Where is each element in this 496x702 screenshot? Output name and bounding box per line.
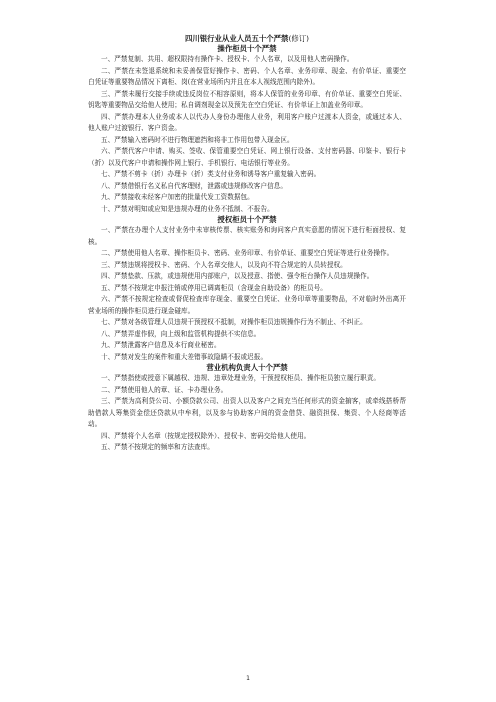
rule-item: 一、严禁指使或授意下属越权、违规、违章处理业务，干预授权柜员、操作柜员独立履行职责。 [101, 374, 381, 382]
rule-item: 二、严禁使用他人的章、证、卡办理业务。 [101, 385, 228, 394]
rule-item: 五、严禁不按规定申报注销或停用已调离柜员（含现金自助设备）的柜员号。 [101, 283, 327, 292]
rule-item: 一、严禁在办理个人支付业务中未审核传票、核实账务和询问客户真实意愿的情况下进行柜面授权、复核。 [88, 226, 406, 246]
rule-item: 五、严禁输入密码时不进行物理遮挡和将非工作用包带入现金区。 [101, 135, 294, 144]
rule-item: 四、严禁将个人名章（按规定授权除外）、授权卡、密码交给他人使用。 [101, 431, 311, 440]
rule-item: 二、严禁在未签退系统和未妥善保管好操作卡、密码、个人名章、业务印章、现金、有价单证、重要空白凭证等重要物品情况下离柜、岗(在营业场所内并且在本人视线范围内除外)。 [88, 66, 406, 86]
rule-item: 十、严禁对发生的案件和重大差错事故隐瞒不报或迟报。 [101, 352, 268, 361]
rule-item: 六、严禁不按规定检查或督促检查库存现金、重要空白凭证、业务印章等重要物品，不对临时外出离开营业场所的操作柜员进行现金碰库。 [88, 295, 406, 315]
sections-container [88, 44, 406, 454]
rule-item: 一、严禁复制、共用、超权限持有操作卡、授权卡、个人名章，以及用他人密码操作。 [101, 55, 354, 63]
rule-item: 二、严禁使用他人名章、操作柜员卡、密码、业务印章、有价单证、重要空白凭证等进行业务操作。 [101, 249, 394, 257]
rule-item: 五、严禁不按规定的频率和方法查库。 [101, 443, 214, 451]
section-heading: 营业机构负责人十个严禁 [206, 363, 288, 372]
rule-item: 十、严禁对明知或应知是违规办理的业务不抵制、不报告。 [101, 204, 274, 213]
rule-item: 四、严禁垫款、压款，或违规使用内部账户，以及授意、指使、强令柜台操作人员违规操作。 [101, 272, 374, 280]
rule-item: 四、严禁办理本人业务或本人以代办人身份办理他人业务，利用客户账户过渡本人资金，或通过本人、他人账户过渡银行、客户资金。 [88, 112, 406, 132]
title-suffix: (修订) [288, 34, 310, 43]
rule-item: 三、严禁为高利贷公司、小额贷款公司、出资人以及客户之间充当任何形式的资金掮客，或牵线搭桥帮助借款人筹集资金偿还贷款从中牟利，以及参与协助客户间的资金借贷、融资担保、集资、个人经商等活动。 [88, 397, 406, 428]
rule-item: 三、严禁未履行交接手续或违反岗位不相容原则，将本人保管的业务印章、有价单证、重要空白凭证、钥匙等重要物品交给他人使用；私自调剂现金以及预先在空白凭证、有价单证上加盖业务印章。 [88, 89, 406, 109]
rule-item: 七、严禁对各级管理人员违规干预授权不抵制，对操作柜员违规操作行为不制止、不纠正。 [101, 318, 367, 326]
rule-item: 八、严禁弄虚作假，向上级和监管机构提供不实信息。 [101, 329, 261, 338]
rule-item: 七、严禁不剪卡（折）办理卡（折）类支付业务和诱导客户重复输入密码。 [101, 170, 321, 178]
rule-item: 九、严禁接收未经客户加密的批量代发工资数据包。 [101, 193, 254, 201]
rule-item: 八、严禁借银行名义私自代客理财，泄露或违规修改客户信息。 [101, 181, 288, 190]
document-body [88, 34, 406, 454]
rule-item: 三、严禁违规将授权卡、密码、个人名章交他人，以及向不符合规定的人员转授权。 [101, 260, 347, 269]
section-heading: 授权柜员十个严禁 [217, 215, 277, 224]
rule-item: 六、严禁代客户申请、购买、签收、保管重要空白凭证、网上银行设备、支付密码器、印鉴卡、银行卡（折）以及代客户申请和操作网上银行、手机银行、电话银行等业务。 [88, 147, 406, 167]
page-number: 1 [246, 675, 250, 682]
title-main: 四川银行业从业人员五十个严禁 [184, 34, 289, 43]
rule-item: 九、严禁泄露客户信息及本行商业秘密。 [101, 341, 221, 349]
section-heading: 操作柜员十个严禁 [217, 44, 277, 53]
document-title [88, 34, 406, 44]
